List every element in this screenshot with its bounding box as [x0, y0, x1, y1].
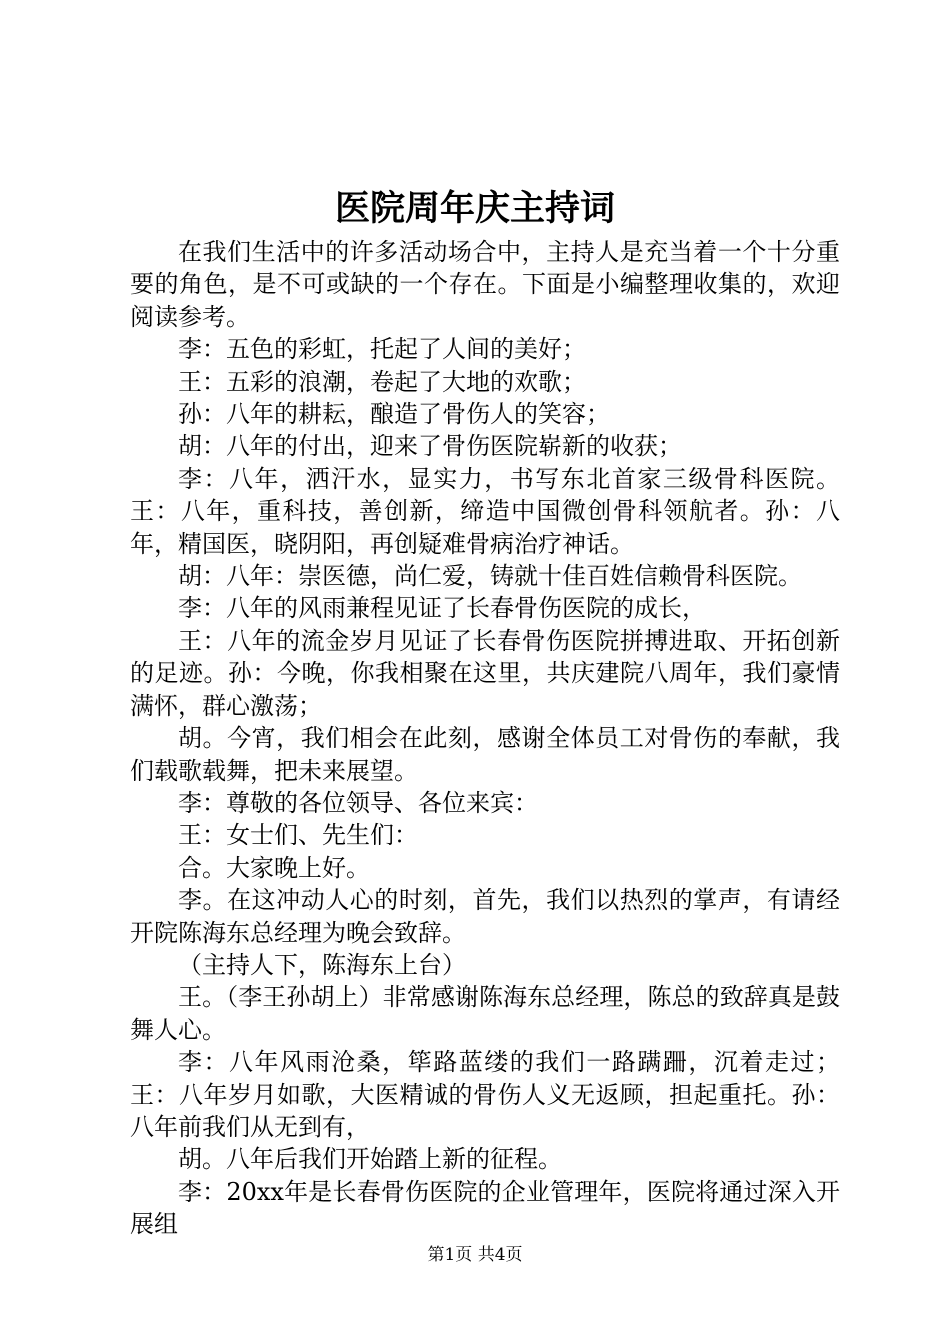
paragraph: 胡：八年的付出，迎来了骨伤医院崭新的收获； [178, 432, 682, 461]
paragraph: 合。大家晚上好。 [178, 853, 370, 882]
paragraph: 李：八年，洒汗水，显实力，书写东北首家三级骨科医院。王：八年，重科技，善创新，缔造中国微创骨科领航者。孙：八年，精国医，晓阴阳，再创疑难骨病治疗神话。 [130, 464, 840, 558]
document-body [130, 236, 840, 1241]
paragraph: 胡。八年后我们开始踏上新的征程。 [178, 1145, 562, 1174]
paragraph: 李：五色的彩虹，托起了人间的美好； [178, 335, 586, 364]
paragraph: 李：八年的风雨兼程见证了长春骨伤医院的成长， [178, 594, 706, 623]
page-number-footer: 第1页 共4页 [427, 1245, 523, 1265]
paragraph: 胡：八年：崇医德，尚仁爱，铸就十佳百姓信赖骨科医院。 [178, 562, 802, 591]
paragraph: 孙：八年的耕耘，酿造了骨伤人的笑容； [178, 400, 610, 429]
paragraph: 胡。今宵，我们相会在此刻，感谢全体员工对骨伤的奉献，我们载歌载舞，把未来展望。 [130, 724, 840, 785]
paragraph: 李：20xx年是长春骨伤医院的企业管理年，医院将通过深入开展组 [130, 1177, 840, 1239]
document-title: 医院周年庆主持词 [334, 188, 615, 229]
paragraph: 李：八年风雨沧桑，筚路蓝缕的我们一路蹒跚，沉着走过；王：八年岁月如歌，大医精诚的骨伤人义无返顾，担起重托。孙：八年前我们从无到有， [130, 1048, 840, 1141]
paragraph: 王：五彩的浪潮，卷起了大地的欢歌； [178, 367, 586, 396]
paragraph: 王。（李王孙胡上）非常感谢陈海东总经理，陈总的致辞真是鼓舞人心。 [130, 983, 840, 1044]
paragraph: 王：八年的流金岁月见证了长春骨伤医院拼搏进取、开拓创新的足迹。孙：今晚，你我相聚在这里，共庆建院八周年，我们豪情满怀，群心激荡； [130, 626, 840, 720]
paragraph: 在我们生活中的许多活动场合中，主持人是充当着一个十分重要的角色，是不可或缺的一个存在。下面是小编整理收集的，欢迎阅读参考。 [130, 238, 840, 331]
paragraph: 王：女士们、先生们： [178, 821, 418, 850]
paragraph: 李：尊敬的各位领导、各位来宾： [178, 788, 538, 817]
paragraph: 李。在这冲动人心的时刻，首先，我们以热烈的掌声，有请经开院陈海东总经理为晚会致辞。 [130, 886, 840, 947]
paragraph: （主持人下，陈海东上台） [178, 950, 466, 979]
